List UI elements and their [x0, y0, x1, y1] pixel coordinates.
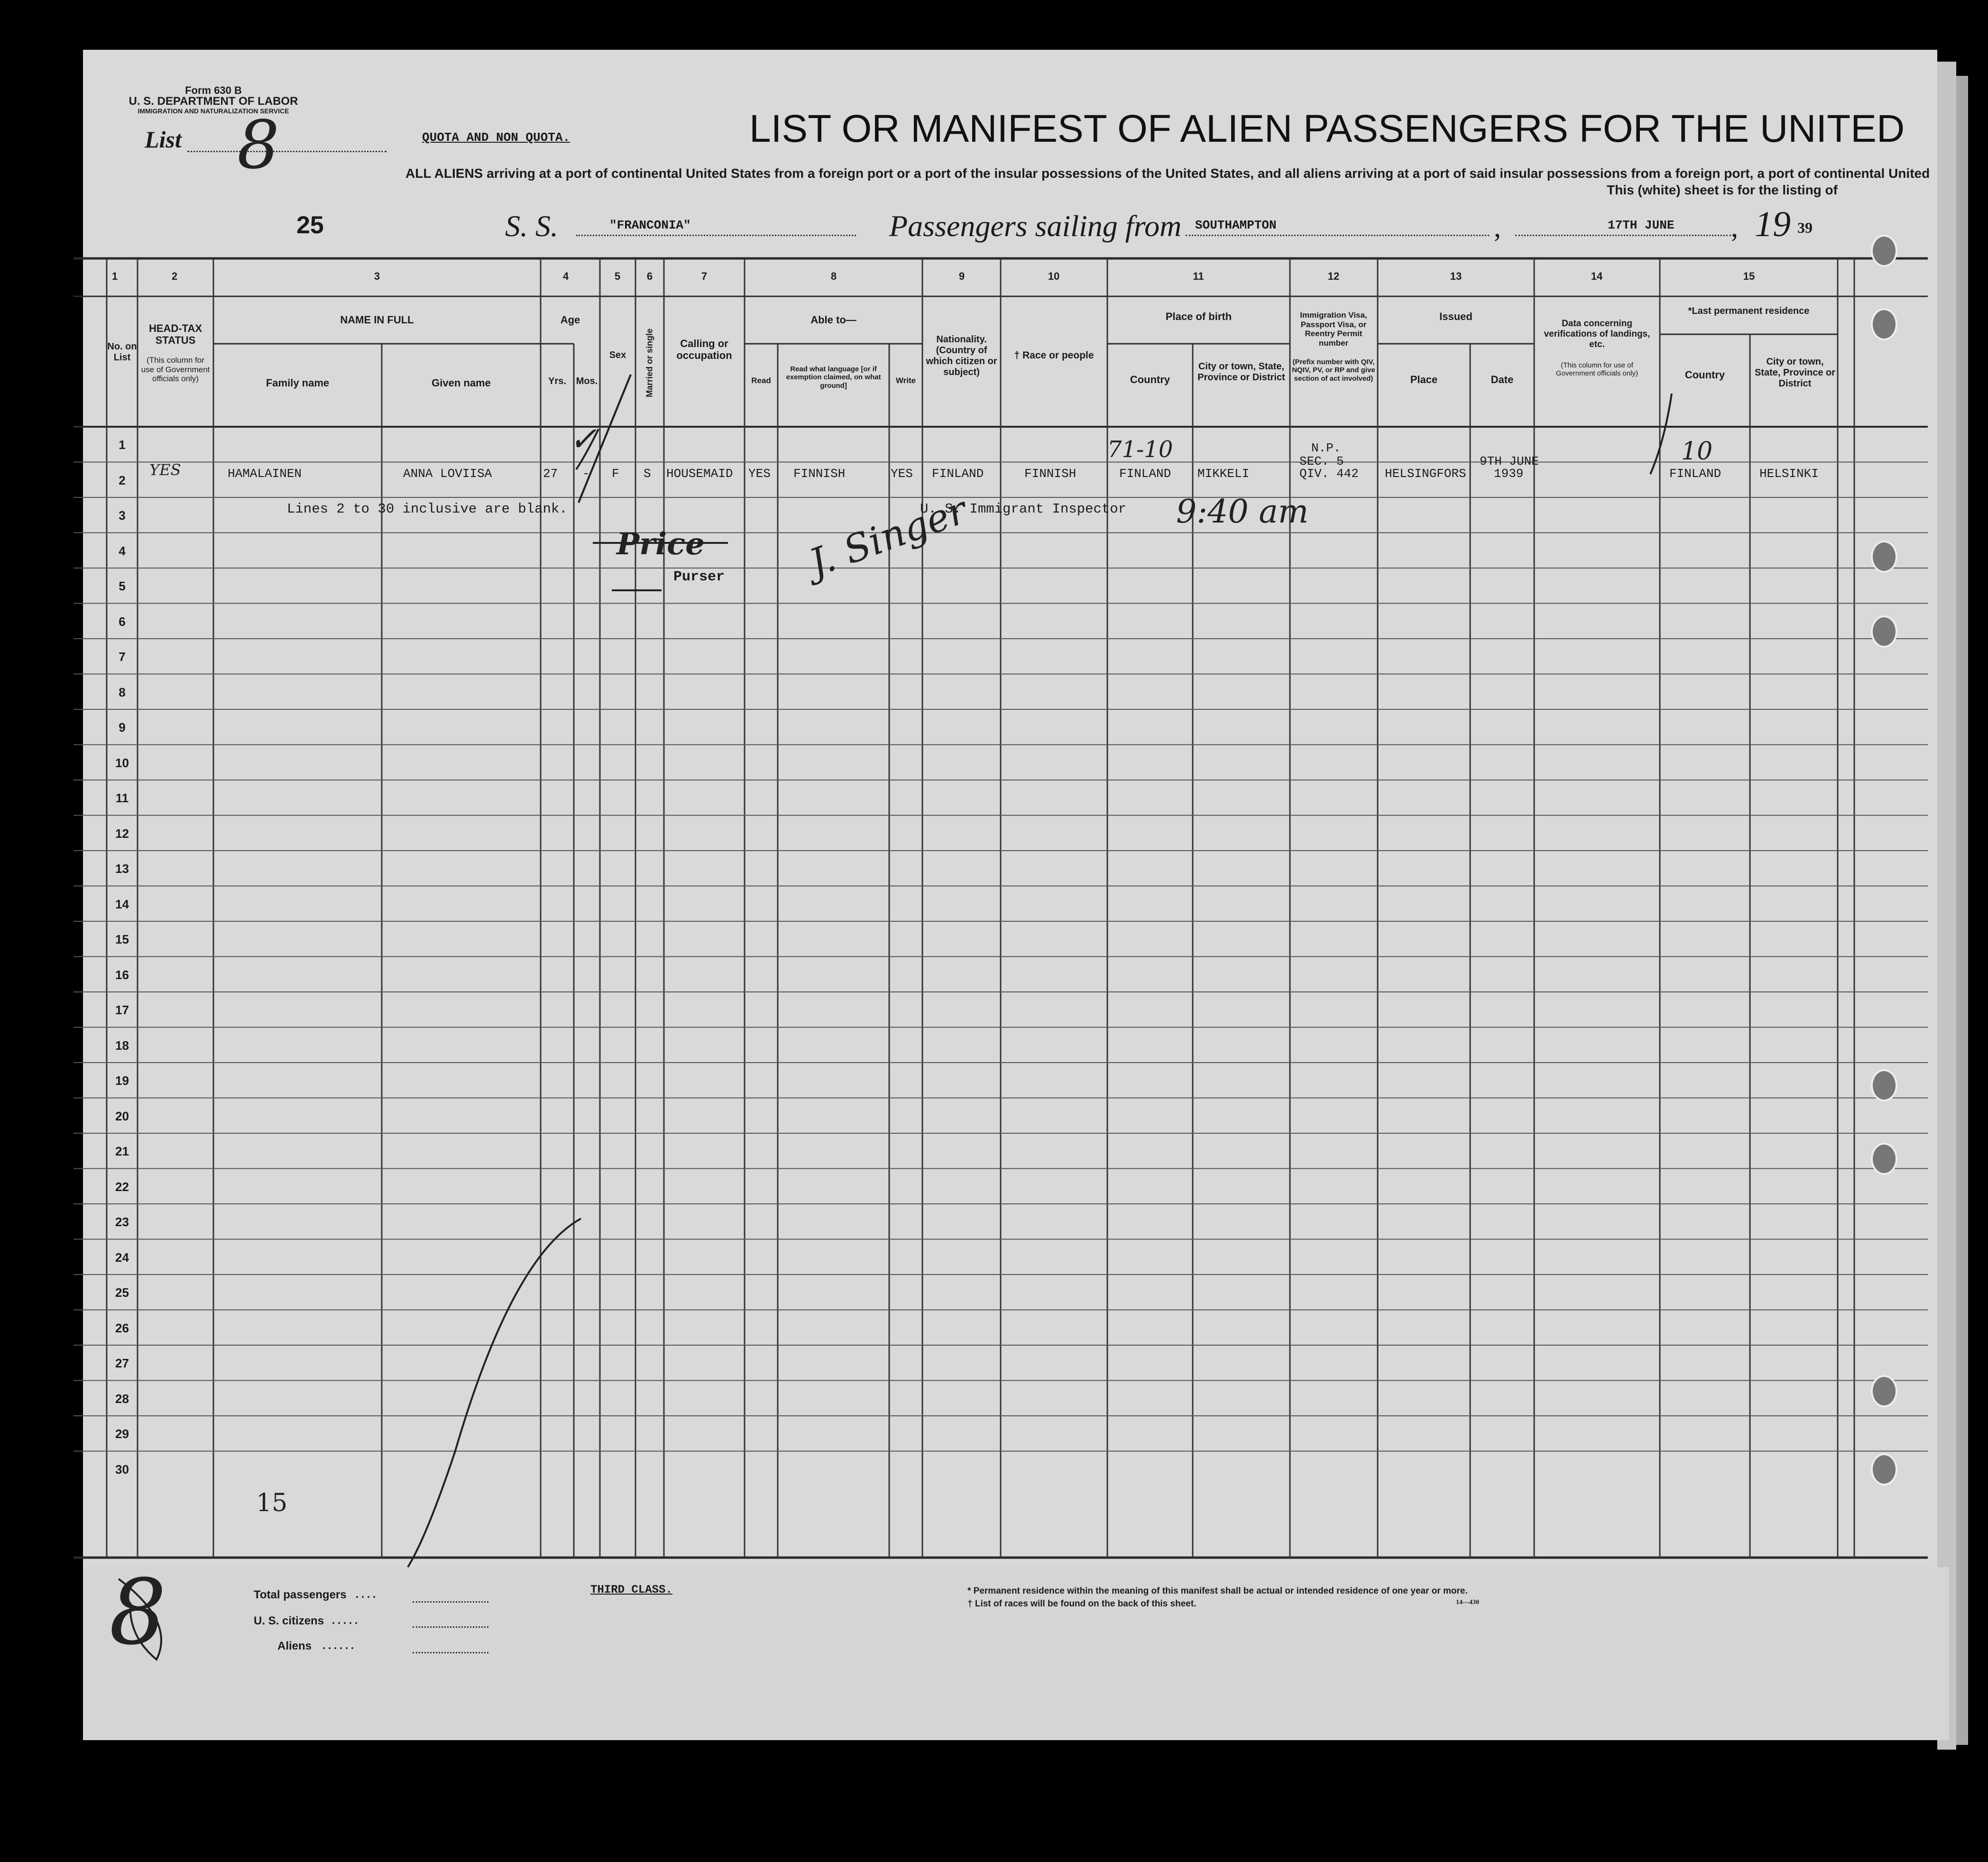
age-months: -	[582, 467, 590, 481]
col-verifications-note: (This column for use of Government officials only)	[1555, 361, 1638, 378]
race-footnote: † List of races will be found on the back of this sheet.	[967, 1599, 1196, 1609]
page-title: LIST OR MANIFEST OF ALIEN PASSENGERS FOR THE UNITED	[749, 107, 1905, 150]
page-subtitle-2: This (white) sheet is for the listing of	[1607, 183, 1838, 197]
check-mark-icon: ✓	[569, 420, 597, 459]
column-number: 1	[111, 270, 118, 282]
column-number: 13	[1450, 270, 1462, 282]
top-left-mark: 25	[296, 211, 324, 239]
total-underline	[413, 1600, 488, 1603]
col-verifications: Data concerning verifications of landings, etc.	[1544, 319, 1650, 349]
marital-status: S	[644, 467, 651, 481]
col-calling: Calling or occupation	[676, 338, 732, 362]
column-number: 4	[562, 270, 569, 282]
row-number: 6	[119, 614, 126, 629]
row-number: 4	[119, 543, 126, 558]
col-family-name: Family name	[266, 377, 330, 389]
occupation: HOUSEMAID	[666, 467, 733, 481]
col-place-of-birth: Place of birth	[1165, 311, 1232, 322]
handwritten-time: 9:40 am	[1176, 493, 1309, 531]
row-number: 7	[119, 650, 126, 664]
visa-line-1: N.P.	[1311, 441, 1341, 455]
col-read-what: Read what language [or if exemption claimed, on what ground]	[786, 365, 881, 390]
sailing-date: 17TH JUNE	[1608, 218, 1675, 232]
column-number: 11	[1193, 270, 1204, 282]
binder-hole-icon	[1871, 1375, 1897, 1407]
sailing-label: Passengers sailing from	[889, 209, 1182, 243]
visa-line-2: SEC. 5	[1299, 454, 1344, 468]
purser-label: Purser	[673, 569, 725, 585]
row-number: 11	[115, 791, 129, 805]
col-res-country: Country	[1684, 369, 1725, 381]
year-prefix: 19	[1755, 204, 1791, 244]
binder-hole-icon	[1871, 308, 1897, 340]
binder-hole-icon	[1871, 1453, 1897, 1486]
aliens-underline	[413, 1651, 488, 1653]
column-number: 9	[958, 270, 965, 282]
col-issued: Issued	[1439, 311, 1473, 322]
col-last-residence: *Last permanent residence	[1688, 306, 1810, 316]
leader-dots: . . . . . .	[322, 1640, 354, 1652]
nationality: FINLAND	[932, 467, 984, 481]
row-number: 10	[115, 755, 129, 770]
row-number: 17	[115, 1003, 129, 1017]
year-suffix: 39	[1797, 219, 1813, 236]
column-number: 5	[614, 270, 621, 282]
row-number: 12	[115, 826, 129, 841]
birth-handwritten-code: 71-10	[1107, 436, 1173, 463]
col-married: Married or single	[644, 328, 654, 397]
department-label: U. S. DEPARTMENT OF LABOR	[129, 95, 298, 108]
can-write: YES	[891, 467, 913, 481]
departure-port: SOUTHAMPTON	[1195, 218, 1277, 232]
visa-number: QIV. 442	[1299, 467, 1359, 481]
us-citizens-label: U. S. citizens	[254, 1614, 324, 1627]
residence-country: FINLAND	[1669, 467, 1721, 481]
row-number: 27	[115, 1356, 129, 1370]
sex: F	[612, 467, 619, 481]
family-name: HAMALAINEN	[228, 467, 302, 481]
aliens-label: Aliens	[277, 1640, 312, 1652]
col-issued-date: Date	[1491, 374, 1514, 385]
col-birth-country: Country	[1130, 374, 1170, 385]
row-number: 16	[115, 967, 129, 982]
col-visa-note: (Prefix number with QIV, NQIV, PV, or RP and give section of act involved)	[1292, 358, 1375, 383]
row-number: 8	[119, 685, 126, 699]
col-write: Write	[895, 376, 916, 385]
given-name: ANNA LOVIISA	[403, 467, 492, 481]
col-race: † Race or people	[1014, 350, 1094, 361]
column-number: 14	[1591, 270, 1603, 282]
column-number: 6	[646, 270, 653, 282]
row-number: 26	[115, 1321, 129, 1335]
row-number: 3	[119, 508, 126, 523]
col-name-in-full: NAME IN FULL	[340, 314, 414, 326]
binder-hole-icon	[1871, 1143, 1897, 1175]
column-number: 12	[1327, 270, 1340, 282]
leader-dots: . . . .	[356, 1588, 376, 1601]
row-number: 21	[115, 1144, 129, 1158]
page-subtitle: ALL ALIENS arriving at a port of continental United States from a foreign port or a port of the insular possessions of the United States, and all aliens arriving at a port of said insular possessions from a foreign port, a port of continental United	[405, 166, 1930, 181]
citizens-underline	[413, 1625, 488, 1628]
col-given-name: Given name	[432, 377, 491, 389]
row-number: 29	[115, 1427, 129, 1441]
list-label: List	[145, 126, 182, 153]
column-number: 15	[1743, 270, 1755, 282]
issued-place: HELSINGFORS	[1385, 467, 1466, 481]
col-yrs: Yrs.	[548, 376, 566, 386]
col-head-tax: HEAD-TAX STATUS	[148, 322, 202, 347]
binder-hole-icon	[1871, 1069, 1897, 1101]
residence-handwritten-code: 10	[1681, 437, 1713, 466]
column-number: 2	[171, 270, 178, 282]
purser-signature: Price	[617, 526, 705, 562]
column-number: 7	[701, 270, 708, 282]
total-passengers-label: Total passengers	[254, 1588, 347, 1601]
inspector-signature: J. Singer	[803, 487, 973, 586]
margin-list-number: 8	[109, 1560, 166, 1665]
row-number: 19	[115, 1073, 129, 1088]
row-number: 1	[119, 438, 126, 452]
residence-city: HELSINKI	[1759, 467, 1819, 481]
class-label: THIRD CLASS.	[590, 1584, 672, 1596]
can-read: YES	[748, 467, 771, 481]
row-number: 13	[115, 862, 129, 876]
comma: ,	[1494, 211, 1501, 243]
ship-prefix: S. S.	[505, 209, 558, 243]
binder-hole-icon	[1871, 235, 1897, 267]
age-years: 27	[543, 467, 558, 481]
issued-year: 1939	[1494, 467, 1524, 481]
row-number: 30	[115, 1462, 129, 1477]
col-issued-place: Place	[1410, 374, 1438, 385]
col-age: Age	[560, 314, 580, 326]
birth-city: MIKKELI	[1197, 467, 1250, 481]
quota-label: QUOTA AND NON QUOTA.	[422, 130, 571, 145]
comma: ,	[1731, 211, 1738, 243]
row-number: 22	[115, 1179, 129, 1194]
col-res-city: City or town, State, Province or District	[1754, 357, 1836, 389]
col-read: Read	[751, 376, 771, 385]
col-no-on-list: No. on List	[107, 341, 137, 363]
row-number: 24	[115, 1250, 129, 1265]
print-code: 14—430	[1456, 1599, 1479, 1606]
column-number: 3	[374, 270, 380, 282]
passenger-count-note: 15	[256, 1489, 288, 1517]
ship-name: "FRANCONIA"	[609, 218, 691, 232]
leader-dots: . . . . .	[332, 1614, 358, 1627]
row-number: 23	[115, 1215, 129, 1229]
form-number: Form 630 B	[185, 84, 242, 96]
col-mos: Mos.	[576, 376, 598, 386]
race: FINNISH	[1024, 467, 1077, 481]
list-number: 8	[237, 107, 280, 184]
col-nationality: Nationality. (Country of which citizen or subject)	[926, 334, 997, 377]
row-number: 5	[119, 579, 126, 593]
blank-lines-note: Lines 2 to 30 inclusive are blank.	[287, 501, 568, 517]
binder-hole-icon	[1871, 615, 1897, 648]
birth-country: FINLAND	[1119, 467, 1171, 481]
row-number: 18	[115, 1038, 129, 1053]
residence-footnote: * Permanent residence within the meaning of this manifest shall be actual or intended residence of one year or more.	[967, 1586, 1468, 1596]
col-visa: Immigration Visa, Passport Visa, or Reentry Permit number	[1300, 311, 1367, 348]
service-label: IMMIGRATION AND NATURALIZATION SERVICE	[138, 107, 289, 115]
col-birth-city: City or town, State, Province or District	[1197, 361, 1285, 383]
inspector-label: U. S. Immigrant Inspector	[920, 501, 1127, 517]
col-able-to: Able to—	[810, 314, 856, 326]
head-tax-status: YES	[149, 461, 181, 479]
col-head-tax-note: (This column for use of Government officials only)	[141, 356, 210, 384]
row-number: 20	[115, 1109, 129, 1123]
issued-date: 9TH JUNE	[1480, 454, 1539, 468]
column-number: 10	[1048, 270, 1060, 282]
read-language: FINNISH	[793, 467, 846, 481]
row-number: 9	[119, 720, 126, 734]
row-number: 28	[115, 1391, 129, 1406]
row-number: 14	[115, 897, 129, 911]
row-number: 25	[115, 1285, 129, 1300]
binder-hole-icon	[1871, 541, 1897, 573]
column-number: 8	[830, 270, 837, 282]
col-sex: Sex	[609, 350, 626, 360]
row-number: 2	[119, 473, 126, 487]
row-number: 15	[115, 932, 129, 946]
